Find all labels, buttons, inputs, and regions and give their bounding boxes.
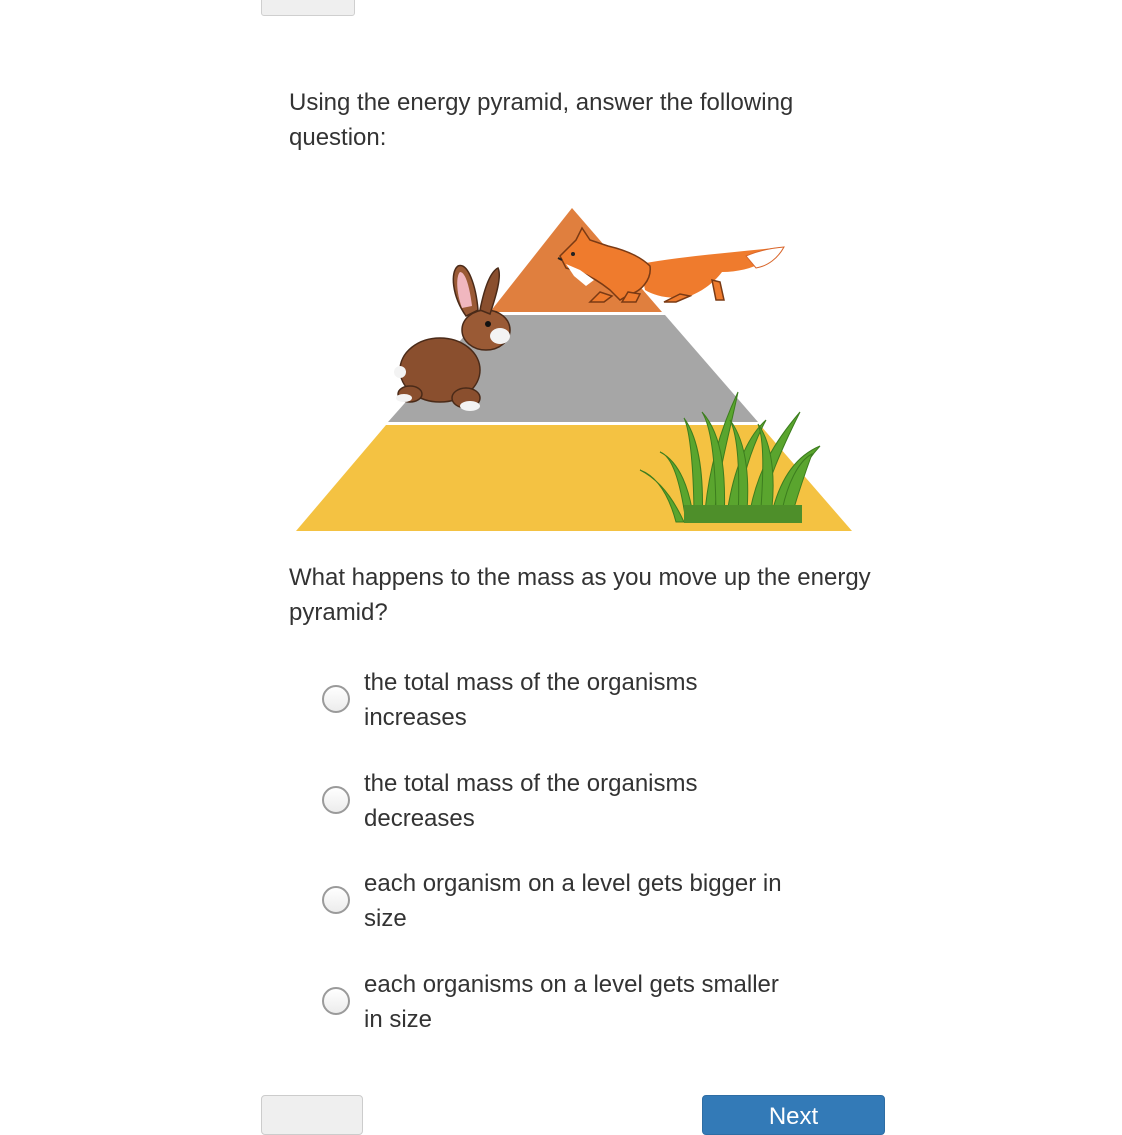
pyramid-level-tertiary bbox=[490, 208, 662, 312]
radio-button[interactable] bbox=[322, 786, 350, 814]
answer-option-smaller[interactable] bbox=[322, 967, 842, 1039]
grass-icon bbox=[640, 392, 820, 523]
question-text: What happens to the mass as you move up the energy pyramid? bbox=[289, 564, 871, 626]
intro-text: Using the energy pyramid, answer the following question: bbox=[289, 89, 794, 151]
pyramid-level-producer bbox=[296, 425, 852, 531]
answer-option-increases[interactable] bbox=[322, 665, 842, 737]
answer-option-label: the total mass of the organisms decreases bbox=[364, 770, 698, 832]
answer-option-decreases[interactable] bbox=[322, 766, 842, 838]
top-nav-button[interactable] bbox=[261, 0, 355, 16]
answer-option-label: the total mass of the organisms increases bbox=[364, 669, 698, 731]
back-button[interactable] bbox=[261, 1095, 363, 1135]
radio-button[interactable] bbox=[322, 987, 350, 1015]
pyramid-level-primary-consumer bbox=[388, 315, 758, 422]
answer-option-bigger[interactable] bbox=[322, 866, 842, 938]
radio-button[interactable] bbox=[322, 685, 350, 713]
answer-option-label: each organism on a level gets bigger in size bbox=[364, 870, 782, 932]
next-button[interactable]: Next bbox=[702, 1095, 885, 1135]
radio-button[interactable] bbox=[322, 886, 350, 914]
fox-icon bbox=[558, 228, 784, 302]
answer-option-label: each organisms on a level gets smaller in size bbox=[364, 971, 779, 1033]
rabbit-icon bbox=[394, 266, 510, 411]
